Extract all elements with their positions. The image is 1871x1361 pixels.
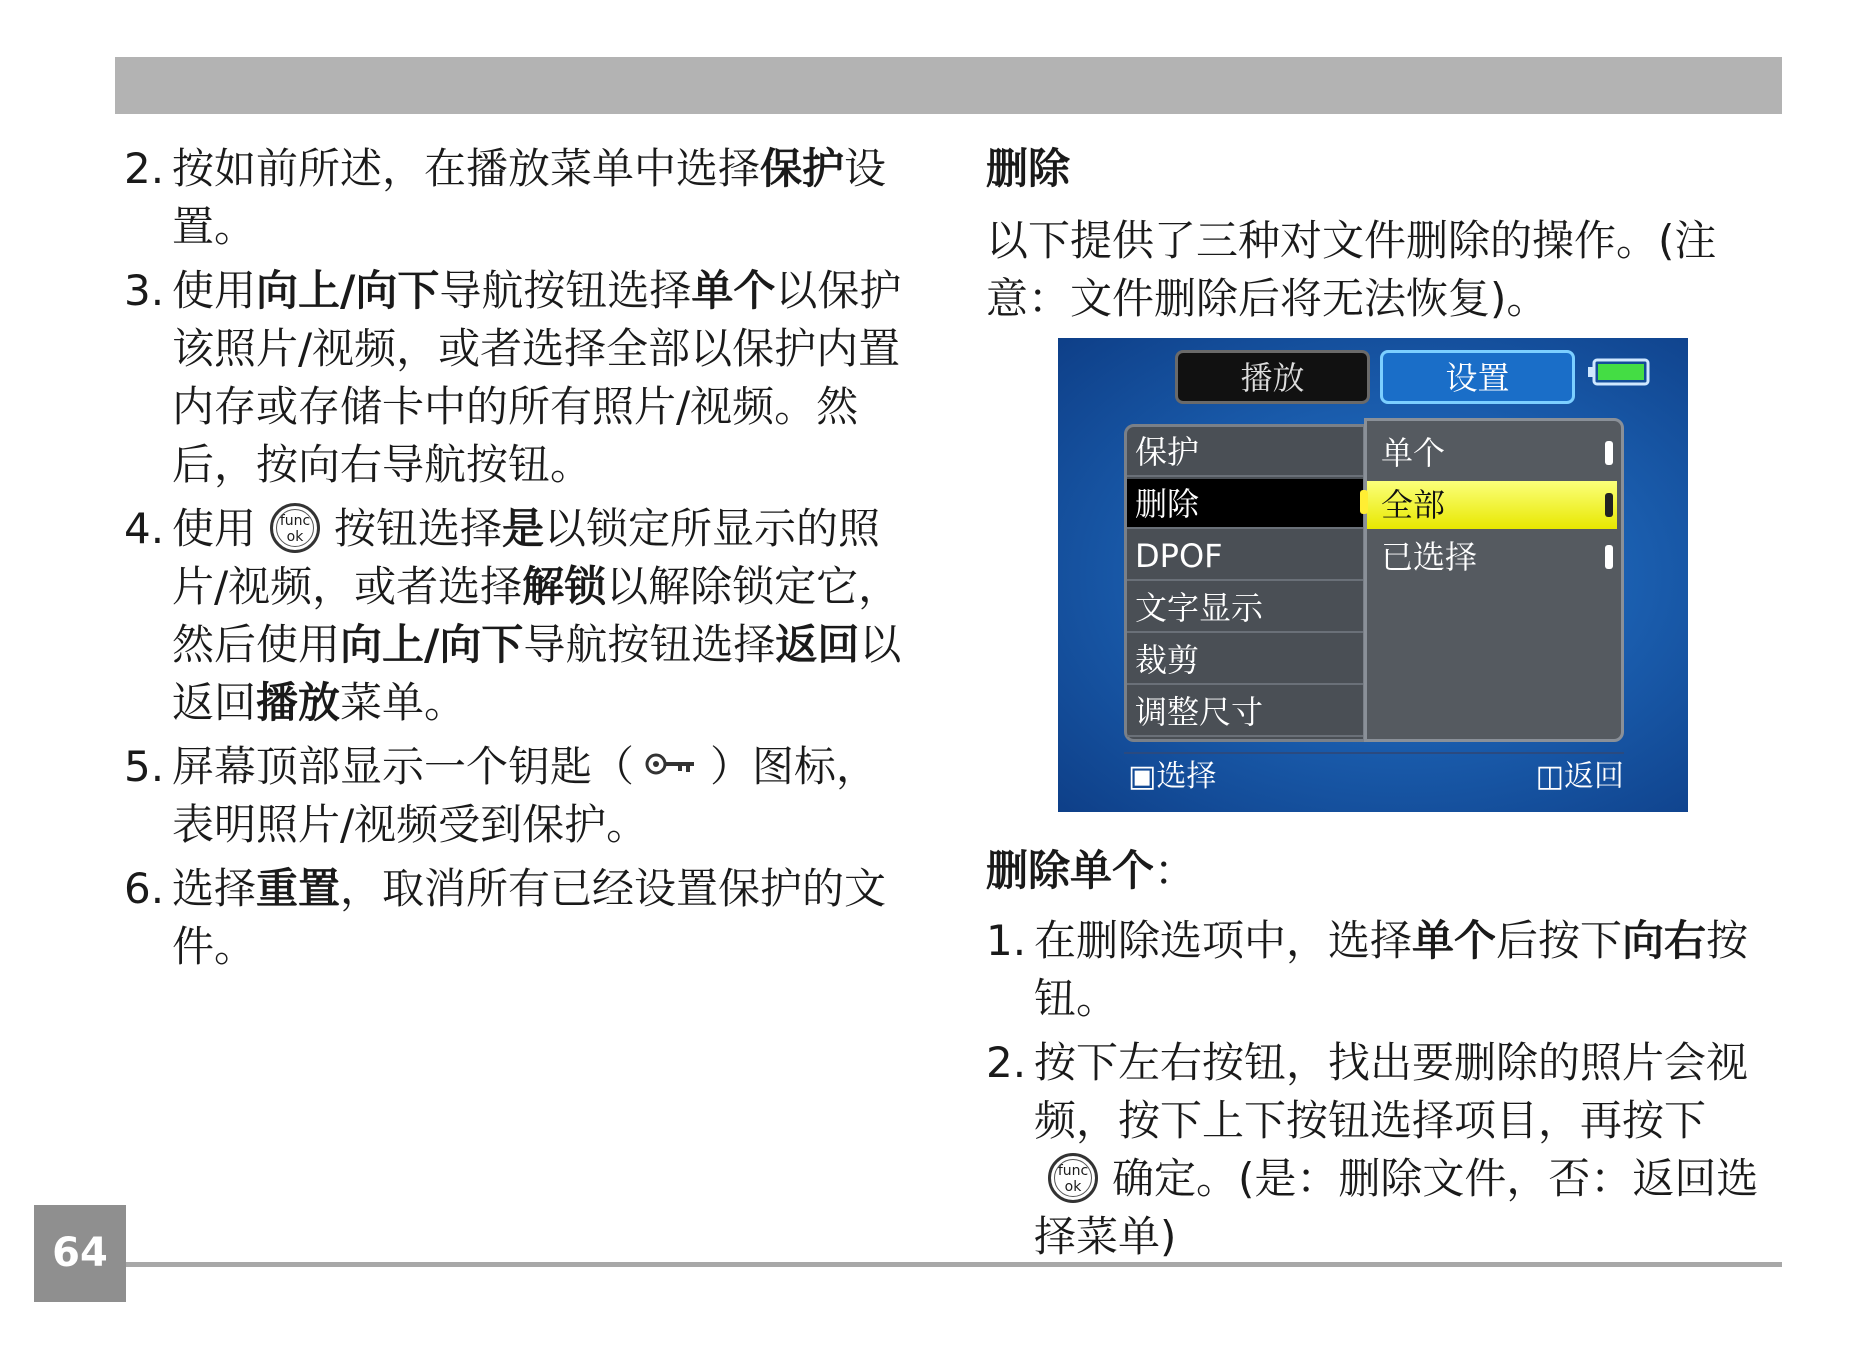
step-number: 6. [124,864,165,913]
left-step-4 [124,738,914,854]
bold-term: 是 [502,504,545,553]
header-bar [115,57,1782,114]
camera-footer [1124,752,1624,800]
bold-term: 播放 [256,678,341,727]
right-steps-list [986,912,1766,1266]
submenu-left-arrow-icon [1360,490,1368,514]
step-text: 导航按钮选择 [439,266,692,315]
footer-select-hint: ▣选择 [1128,759,1217,794]
bold-term: 向右 [1622,916,1707,965]
camera-menu-item: DPOF [1127,531,1363,581]
step-number: 3. [124,266,165,315]
step-text: 选择 [172,864,257,913]
left-step-3 [124,500,914,732]
submenu-right-arrow-icon [1605,545,1613,569]
tab-play: 播放 [1175,350,1370,404]
tab-setup: 设置 [1380,350,1575,404]
step-text: 以保护该照片/视频，或者选择全部以保护内置内存或存储卡中的所有照片/视频。然后，按向右导航按钮。 [172,266,902,489]
left-column [124,140,914,982]
submenu-right-arrow-icon [1605,493,1613,517]
footer-rule [126,1262,1782,1267]
step-text: ，取消所有已经设置保护的文件。 [172,864,887,971]
submenu-item-label: 单个 [1381,434,1446,472]
step-text: 菜单。 [340,678,467,727]
func-ok-button-icon: func ok [270,503,320,553]
bold-term: 向上/向下 [256,266,440,315]
left-step-5 [124,860,914,976]
camera-menu-item: 裁剪 [1127,635,1363,685]
camera-menu-item: 文字显示 [1127,583,1363,633]
step-text: 按下左右按钮，找出要删除的照片会视频，按下上下按钮选择项目，再按下 [1034,1038,1749,1145]
step-number: 4. [124,504,165,553]
camera-menu-item: 调整尺寸 [1127,687,1363,737]
camera-submenu-item [1367,533,1617,581]
bold-term: 保护 [760,144,845,193]
step-number: 2. [986,1038,1027,1087]
step-text: 按钮。 [1034,916,1749,1023]
step-number: 1. [986,916,1027,965]
step-text: 屏幕顶部显示一个钥匙（ [172,742,635,791]
submenu-item-label: 全部 [1381,486,1446,524]
right-step-1 [986,912,1766,1028]
right-step-2 [986,1034,1766,1266]
intro-paragraph: 以下提供了三种对文件删除的操作。(注意：文件删除后将无法恢复)。 [986,216,1717,323]
left-step-1 [124,140,914,256]
submenu-item-label: 已选择 [1381,538,1478,576]
delete-submenu [1364,418,1624,742]
step-text: 导航按钮选择 [523,620,776,669]
play-menu-list [1124,424,1366,742]
step-text: 后按下 [1496,916,1623,965]
camera-submenu-item [1367,481,1617,529]
step-text: 以解除锁定它，然后使用 [172,562,901,669]
subheading: 删除单个： [986,846,1197,895]
camera-menu-item: 保护 [1127,427,1363,477]
step-text: ）图标，表明照片/视频受到保护。 [172,742,879,849]
bold-term: 重置 [256,864,341,913]
step-text: 以锁定所显示的照片/视频，或者选择 [172,504,881,611]
step-text: 在删除选项中，选择 [1034,916,1413,965]
bold-term: 返回 [775,620,860,669]
battery-icon [1588,358,1650,386]
bold-term: 单个 [1412,916,1497,965]
step-number: 5. [124,742,165,791]
step-text: 按钮选择 [334,504,503,553]
footer-back-hint: ◫返回 [1535,759,1624,794]
step-text: 使用 [172,504,257,553]
submenu-right-arrow-icon [1605,441,1613,465]
section-heading: 删除 [986,144,1071,193]
step-text: 使用 [172,266,257,315]
step-text: 设置。 [172,144,887,251]
camera-menu-screenshot [1058,338,1688,812]
key-icon [644,749,700,779]
camera-submenu-item [1367,429,1617,477]
func-ok-button-icon: func ok [1048,1153,1098,1203]
step-text: 确定。(是：删除文件，否：返回选择菜单) [1034,1154,1759,1261]
step-number: 2. [124,144,165,193]
step-text: 以返回 [172,620,902,727]
bold-term: 向上/向下 [340,620,524,669]
page-number: 64 [34,1205,126,1302]
bold-term: 解锁 [522,562,607,611]
left-step-2 [124,262,914,494]
bold-term: 单个 [691,266,776,315]
camera-menu-item: 删除 [1127,479,1363,529]
step-text: 按如前所述，在播放菜单中选择 [172,144,761,193]
